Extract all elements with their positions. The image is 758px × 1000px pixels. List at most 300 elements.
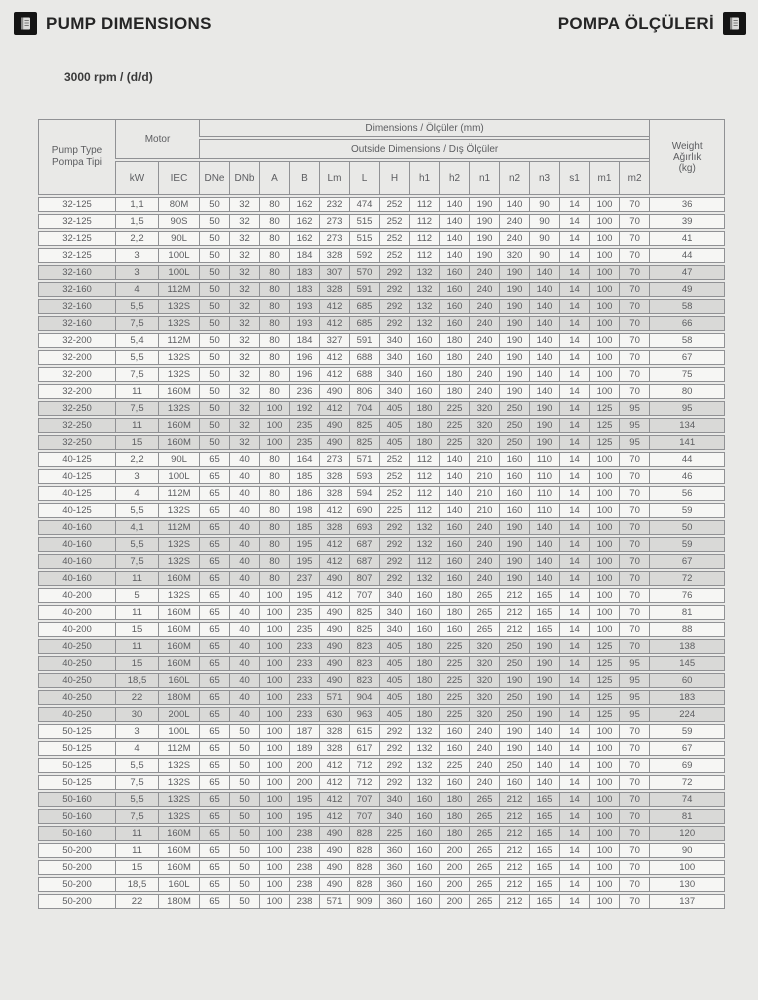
dimension-cell: 250	[499, 690, 529, 705]
dimension-cell: 160	[439, 520, 469, 535]
dimension-cell: 132S	[158, 350, 199, 365]
dimension-cell: 65	[199, 758, 229, 773]
dimension-cell: 190	[529, 418, 559, 433]
dimension-cell: 195	[289, 809, 319, 824]
dimension-cell: 100	[589, 333, 619, 348]
dimension-cell: 1,5	[115, 214, 158, 229]
dimension-cell: 225	[439, 418, 469, 433]
dimension-cell: 50	[199, 401, 229, 416]
dimension-cell: 240	[469, 367, 499, 382]
dimension-cell: 252	[379, 214, 409, 229]
dimension-cell: 160	[409, 384, 439, 399]
dimension-cell: 140	[439, 452, 469, 467]
dimension-cell: 405	[379, 401, 409, 416]
dimension-cell: 140	[529, 350, 559, 365]
dimension-cell: 32	[229, 333, 259, 348]
weight-cell: 74	[649, 792, 725, 807]
dimension-cell: 132S	[158, 401, 199, 416]
dimension-cell: 195	[289, 554, 319, 569]
dimension-cell: 320	[469, 418, 499, 433]
dimension-cell: 14	[559, 350, 589, 365]
dimension-cell: 265	[469, 809, 499, 824]
dimension-cell: 50	[229, 741, 259, 756]
dimension-cell: 100	[589, 520, 619, 535]
dimension-cell: 183	[289, 282, 319, 297]
dimension-cell: 160	[409, 622, 439, 637]
dimension-cell: 200	[289, 775, 319, 790]
dimension-cell: 95	[619, 401, 649, 416]
dimension-cell: 112	[409, 197, 439, 212]
dimension-cell: 70	[619, 588, 649, 603]
dimension-cell: 180	[409, 707, 439, 722]
pump-type-cell: 40-200	[38, 605, 115, 620]
dimension-cell: 273	[319, 214, 349, 229]
dimension-cell: 100	[589, 197, 619, 212]
dimension-cell: 405	[379, 690, 409, 705]
weight-cell: 59	[649, 537, 725, 552]
dimension-cell: 132	[409, 537, 439, 552]
dimension-cell: 100	[589, 282, 619, 297]
dimension-cell: 40	[229, 639, 259, 654]
dimension-cell: 225	[439, 401, 469, 416]
dimension-cell: 190	[499, 350, 529, 365]
dimension-cell: 14	[559, 248, 589, 263]
dimension-cell: 320	[469, 401, 499, 416]
dimension-cell: 165	[529, 809, 559, 824]
dimension-cell: 190	[499, 299, 529, 314]
dimension-cell: 225	[439, 656, 469, 671]
dimension-cell: 65	[199, 622, 229, 637]
dimension-cell: 212	[499, 605, 529, 620]
dimension-cell: 50	[229, 775, 259, 790]
dimension-cell: 7,5	[115, 316, 158, 331]
dimension-cell: 132	[409, 265, 439, 280]
dimension-cell: 160	[439, 537, 469, 552]
dimension-cell: 236	[289, 384, 319, 399]
dimension-cell: 112	[409, 231, 439, 246]
dimension-cell: 95	[619, 656, 649, 671]
dimension-cell: 140	[439, 503, 469, 518]
dimension-cell: 14	[559, 860, 589, 875]
dimension-cell: 50	[199, 231, 229, 246]
dimension-cell: 240	[469, 775, 499, 790]
col-header-dne: DNe	[199, 161, 229, 195]
dimension-cell: 70	[619, 265, 649, 280]
dimension-cell: 100	[589, 724, 619, 739]
dimension-cell: 100	[589, 299, 619, 314]
dimension-cell: 265	[469, 826, 499, 841]
dimension-cell: 80	[259, 384, 289, 399]
dimension-cell: 4	[115, 741, 158, 756]
dimension-cell: 1,1	[115, 197, 158, 212]
pump-type-cell: 32-125	[38, 231, 115, 246]
dimension-cell: 11	[115, 826, 158, 841]
table-row	[38, 231, 725, 246]
dimension-cell: 65	[199, 452, 229, 467]
pump-type-cell: 40-125	[38, 469, 115, 484]
dimension-cell: 7,5	[115, 554, 158, 569]
pump-type-cell: 32-250	[38, 435, 115, 450]
dimension-cell: 712	[349, 775, 379, 790]
weight-cell: 137	[649, 894, 725, 909]
dimension-cell: 571	[319, 894, 349, 909]
pump-type-cell: 50-160	[38, 809, 115, 824]
dimension-cell: 250	[499, 435, 529, 450]
dimension-cell: 237	[289, 571, 319, 586]
dimension-cell: 80	[259, 282, 289, 297]
dimension-cell: 140	[529, 299, 559, 314]
dimension-cell: 14	[559, 741, 589, 756]
dimension-cell: 240	[469, 384, 499, 399]
dimension-cell: 80	[259, 486, 289, 501]
pump-type-cell: 50-125	[38, 724, 115, 739]
table-row	[38, 826, 725, 841]
dimension-cell: 14	[559, 384, 589, 399]
pump-type-cell: 40-160	[38, 554, 115, 569]
table-row	[38, 809, 725, 824]
table-row	[38, 282, 725, 297]
weight-cell: 81	[649, 809, 725, 824]
weight-cell: 46	[649, 469, 725, 484]
dimension-cell: 190	[529, 673, 559, 688]
dimension-cell: 412	[319, 401, 349, 416]
dimension-cell: 70	[619, 622, 649, 637]
dimension-cell: 265	[469, 588, 499, 603]
dimension-cell: 40	[229, 554, 259, 569]
dimension-cell: 240	[469, 520, 499, 535]
dimension-cell: 240	[469, 537, 499, 552]
dimension-cell: 132S	[158, 537, 199, 552]
dimension-cell: 70	[619, 350, 649, 365]
dimension-cell: 132S	[158, 758, 199, 773]
dimension-cell: 32	[229, 282, 259, 297]
dimension-cell: 160	[499, 486, 529, 501]
dimension-cell: 180	[439, 384, 469, 399]
dimension-cell: 80	[259, 299, 289, 314]
weight-cell: 58	[649, 333, 725, 348]
dimension-cell: 80	[259, 537, 289, 552]
table-row	[38, 418, 725, 433]
dimension-cell: 190	[499, 316, 529, 331]
table-row	[38, 350, 725, 365]
dimension-cell: 212	[499, 877, 529, 892]
dimension-cell: 70	[619, 724, 649, 739]
dimension-cell: 100	[259, 622, 289, 637]
dimension-cell: 490	[319, 673, 349, 688]
dimension-cell: 825	[349, 622, 379, 637]
dimension-cell: 250	[499, 639, 529, 654]
dimension-cell: 50	[199, 282, 229, 297]
dimension-cell: 70	[619, 894, 649, 909]
dimension-cell: 14	[559, 282, 589, 297]
dimension-cell: 140	[529, 384, 559, 399]
dimension-cell: 165	[529, 605, 559, 620]
dimension-cell: 80	[259, 503, 289, 518]
dimension-cell: 328	[319, 469, 349, 484]
dimension-cell: 412	[319, 316, 349, 331]
dimension-cell: 100	[589, 775, 619, 790]
dimension-cell: 32	[229, 418, 259, 433]
pump-type-cell: 40-200	[38, 588, 115, 603]
dimension-cell: 165	[529, 792, 559, 807]
dimension-cell: 125	[589, 418, 619, 433]
dimension-cell: 190	[469, 231, 499, 246]
dimension-cell: 630	[319, 707, 349, 722]
booklet-icon-right	[723, 12, 746, 35]
table-row	[38, 265, 725, 280]
dimension-cell: 50	[229, 724, 259, 739]
dimension-cell: 195	[289, 588, 319, 603]
dimension-cell: 160	[499, 775, 529, 790]
dimension-cell: 210	[469, 452, 499, 467]
dimension-cell: 70	[619, 537, 649, 552]
col-header-s1: s1	[559, 161, 589, 195]
dimension-cell: 100	[259, 741, 289, 756]
dimension-cell: 7,5	[115, 775, 158, 790]
dimension-cell: 195	[289, 792, 319, 807]
dimension-cell: 212	[499, 894, 529, 909]
dimension-cell: 100	[589, 860, 619, 875]
dimension-cell: 14	[559, 469, 589, 484]
dimension-cell: 40	[229, 520, 259, 535]
pump-type-cell: 50-125	[38, 758, 115, 773]
dimension-cell: 7,5	[115, 367, 158, 382]
dimension-cell: 292	[379, 282, 409, 297]
dimension-cell: 90L	[158, 452, 199, 467]
weight-cell: 59	[649, 503, 725, 518]
dimension-cell: 190	[469, 248, 499, 263]
dimension-cell: 100	[259, 673, 289, 688]
dimension-cell: 250	[499, 401, 529, 416]
pump-type-cell: 40-160	[38, 571, 115, 586]
pump-type-cell: 32-200	[38, 333, 115, 348]
dimension-cell: 70	[619, 197, 649, 212]
dimension-cell: 80	[259, 248, 289, 263]
table-row	[38, 775, 725, 790]
dimension-cell: 340	[379, 809, 409, 824]
dimension-cell: 14	[559, 809, 589, 824]
dimension-cell: 320	[469, 639, 499, 654]
dimension-cell: 184	[289, 248, 319, 263]
dimension-cell: 65	[199, 605, 229, 620]
dimension-cell: 190	[469, 214, 499, 229]
dimension-cell: 292	[379, 316, 409, 331]
weight-cell: 67	[649, 741, 725, 756]
dimension-cell: 65	[199, 537, 229, 552]
dimension-cell: 340	[379, 588, 409, 603]
dimension-cell: 225	[439, 639, 469, 654]
col-header-weight-tr: Ağırlık	[673, 151, 702, 163]
dimension-cell: 40	[229, 588, 259, 603]
weight-cell: 41	[649, 231, 725, 246]
dimension-cell: 70	[619, 605, 649, 620]
dimension-cell: 615	[349, 724, 379, 739]
dimension-cell: 65	[199, 894, 229, 909]
dimension-cell: 100	[259, 724, 289, 739]
dimension-cell: 490	[319, 418, 349, 433]
dimension-cell: 112M	[158, 333, 199, 348]
table-row	[38, 486, 725, 501]
weight-cell: 130	[649, 877, 725, 892]
dimension-cell: 80	[259, 554, 289, 569]
dimension-cell: 100	[589, 452, 619, 467]
dimension-cell: 160	[409, 877, 439, 892]
dimension-cell: 110	[529, 452, 559, 467]
dimension-cell: 65	[199, 775, 229, 790]
dimension-cell: 210	[469, 486, 499, 501]
dimension-cell: 160M	[158, 656, 199, 671]
dimension-cell: 65	[199, 571, 229, 586]
dimension-cell: 320	[469, 690, 499, 705]
dimension-cell: 70	[619, 452, 649, 467]
dimension-cell: 193	[289, 316, 319, 331]
dimension-cell: 160M	[158, 418, 199, 433]
col-header-b: B	[289, 161, 319, 195]
dimension-cell: 238	[289, 860, 319, 875]
table-row	[38, 894, 725, 909]
dimension-cell: 132S	[158, 588, 199, 603]
pump-type-cell: 32-125	[38, 214, 115, 229]
dimension-cell: 180	[439, 367, 469, 382]
dimension-cell: 32	[229, 214, 259, 229]
dimension-cell: 132	[409, 758, 439, 773]
dimension-cell: 100	[589, 231, 619, 246]
dimension-cell: 160	[499, 469, 529, 484]
dimension-cell: 50	[229, 792, 259, 807]
dimension-cell: 14	[559, 367, 589, 382]
dimension-cell: 70	[619, 248, 649, 263]
dimension-cell: 180	[439, 333, 469, 348]
weight-cell: 67	[649, 554, 725, 569]
dimension-cell: 100	[259, 639, 289, 654]
dimension-cell: 95	[619, 690, 649, 705]
dimension-cell: 165	[529, 843, 559, 858]
dimension-cell: 80	[259, 350, 289, 365]
dimension-cell: 292	[379, 724, 409, 739]
dimension-cell: 240	[469, 758, 499, 773]
dimension-cell: 112	[409, 214, 439, 229]
table-row	[38, 401, 725, 416]
dimension-cell: 80	[259, 571, 289, 586]
dimension-cell: 190	[499, 554, 529, 569]
dimension-cell: 132	[409, 316, 439, 331]
dimension-cell: 140	[439, 486, 469, 501]
dimension-cell: 15	[115, 435, 158, 450]
dimension-cell: 210	[469, 469, 499, 484]
col-header-h1: h1	[409, 161, 439, 195]
table-row	[38, 520, 725, 535]
dimension-cell: 225	[379, 503, 409, 518]
dimension-cell: 225	[379, 826, 409, 841]
col-header-iec: IEC	[158, 161, 199, 195]
dimension-cell: 80	[259, 452, 289, 467]
dimension-cell: 125	[589, 656, 619, 671]
weight-cell: 138	[649, 639, 725, 654]
dimension-cell: 190	[499, 367, 529, 382]
dimension-cell: 265	[469, 843, 499, 858]
col-header-weight	[649, 119, 725, 195]
dimension-cell: 252	[379, 197, 409, 212]
dimension-cell: 65	[199, 707, 229, 722]
dimension-cell: 617	[349, 741, 379, 756]
dimension-cell: 405	[379, 435, 409, 450]
dimension-cell: 3	[115, 469, 158, 484]
dimension-cell: 707	[349, 588, 379, 603]
dimension-cell: 132S	[158, 503, 199, 518]
dimension-cell: 190	[499, 571, 529, 586]
dimension-cell: 40	[229, 571, 259, 586]
dimension-cell: 160	[409, 588, 439, 603]
pump-type-cell: 50-200	[38, 894, 115, 909]
dimension-cell: 412	[319, 503, 349, 518]
table-row	[38, 690, 725, 705]
dimension-cell: 14	[559, 401, 589, 416]
dimension-cell: 160	[439, 724, 469, 739]
dimension-cell: 180	[439, 826, 469, 841]
dimension-cell: 70	[619, 384, 649, 399]
dimension-cell: 693	[349, 520, 379, 535]
dimension-cell: 160M	[158, 571, 199, 586]
dimension-cell: 963	[349, 707, 379, 722]
dimension-cell: 14	[559, 214, 589, 229]
dimension-cell: 490	[319, 860, 349, 875]
dimension-cell: 14	[559, 775, 589, 790]
dimension-cell: 212	[499, 843, 529, 858]
col-header-a: A	[259, 161, 289, 195]
dimension-cell: 160	[439, 299, 469, 314]
dimension-cell: 70	[619, 792, 649, 807]
dimension-cell: 235	[289, 435, 319, 450]
dimension-cell: 160	[409, 894, 439, 909]
dimension-cell: 40	[229, 452, 259, 467]
dimension-cell: 250	[499, 707, 529, 722]
dimension-cell: 250	[499, 758, 529, 773]
dimension-cell: 140	[529, 333, 559, 348]
dimension-cell: 265	[469, 894, 499, 909]
dimension-cell: 32	[229, 197, 259, 212]
pump-type-cell: 50-200	[38, 877, 115, 892]
dimension-cell: 160M	[158, 826, 199, 841]
dimension-cell: 160	[439, 571, 469, 586]
dimension-cell: 65	[199, 724, 229, 739]
dimension-cell: 100L	[158, 724, 199, 739]
dimension-cell: 187	[289, 724, 319, 739]
dimension-cell: 806	[349, 384, 379, 399]
dimension-cell: 250	[499, 656, 529, 671]
dimension-cell: 5,5	[115, 350, 158, 365]
dimension-cell: 233	[289, 673, 319, 688]
dimension-cell: 90	[529, 197, 559, 212]
pump-type-cell: 40-250	[38, 639, 115, 654]
dimension-cell: 3	[115, 724, 158, 739]
dimension-cell: 340	[379, 384, 409, 399]
dimension-cell: 823	[349, 639, 379, 654]
pump-type-cell: 32-160	[38, 282, 115, 297]
dimension-cell: 140	[529, 775, 559, 790]
dimension-cell: 100	[589, 214, 619, 229]
dimension-cell: 225	[439, 673, 469, 688]
dimension-cell: 100	[589, 537, 619, 552]
dimension-cell: 186	[289, 486, 319, 501]
col-header-kw: kW	[115, 161, 158, 195]
dimension-cell: 80	[259, 231, 289, 246]
dimension-cell: 100	[589, 877, 619, 892]
dimension-cell: 233	[289, 690, 319, 705]
dimension-cell: 240	[469, 265, 499, 280]
dimension-cell: 235	[289, 622, 319, 637]
dimension-cell: 190	[499, 537, 529, 552]
dimension-cell: 412	[319, 537, 349, 552]
